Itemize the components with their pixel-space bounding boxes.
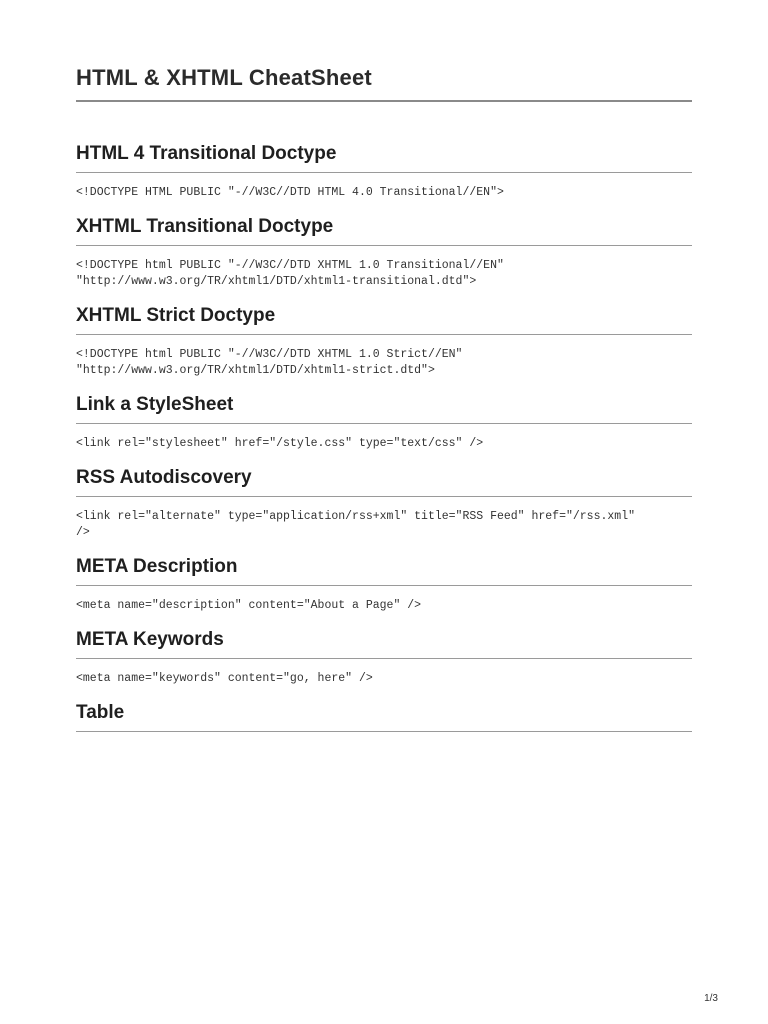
- page-number: 1/3: [704, 993, 718, 1004]
- code-snippet: <meta name="description" content="About a Page" />: [76, 599, 422, 612]
- section-rss-autodiscovery: [76, 466, 692, 541]
- section-heading: XHTML Strict Doctype: [76, 304, 692, 335]
- code-snippet: <!DOCTYPE html PUBLIC "-//W3C//DTD XHTML 1.0 Transitional//EN" "http://www.w3.org/TR/xhtml1/DTD/xhtml1-transitional.dtd">: [76, 259, 504, 288]
- section-meta-description: [76, 555, 692, 614]
- section-heading: RSS Autodiscovery: [76, 466, 692, 497]
- code-snippet: <link rel="alternate" type="application/rss+xml" title="RSS Feed" href="/rss.xml" />: [76, 510, 635, 539]
- section-html4-transitional: [76, 142, 692, 201]
- code-snippet: <link rel="stylesheet" href="/style.css" type="text/css" />: [76, 437, 484, 450]
- code-snippet: <!DOCTYPE html PUBLIC "-//W3C//DTD XHTML 1.0 Strict//EN" "http://www.w3.org/TR/xhtml1/DTD/xhtml1-strict.dtd">: [76, 348, 463, 377]
- document-page: [76, 64, 692, 746]
- code-snippet: <meta name="keywords" content="go, here" />: [76, 672, 373, 685]
- section-heading: XHTML Transitional Doctype: [76, 215, 692, 246]
- section-meta-keywords: [76, 628, 692, 687]
- section-heading: Table: [76, 701, 692, 732]
- section-heading: META Keywords: [76, 628, 692, 659]
- section-xhtml-strict: [76, 304, 692, 379]
- code-snippet: <!DOCTYPE HTML PUBLIC "-//W3C//DTD HTML 4.0 Transitional//EN">: [76, 186, 504, 199]
- document-title: HTML & XHTML CheatSheet: [76, 64, 692, 102]
- section-xhtml-transitional: [76, 215, 692, 290]
- section-heading: Link a StyleSheet: [76, 393, 692, 424]
- section-heading: HTML 4 Transitional Doctype: [76, 142, 692, 173]
- section-heading: META Description: [76, 555, 692, 586]
- section-table: [76, 701, 692, 732]
- section-link-stylesheet: [76, 393, 692, 452]
- section-list: [76, 142, 692, 732]
